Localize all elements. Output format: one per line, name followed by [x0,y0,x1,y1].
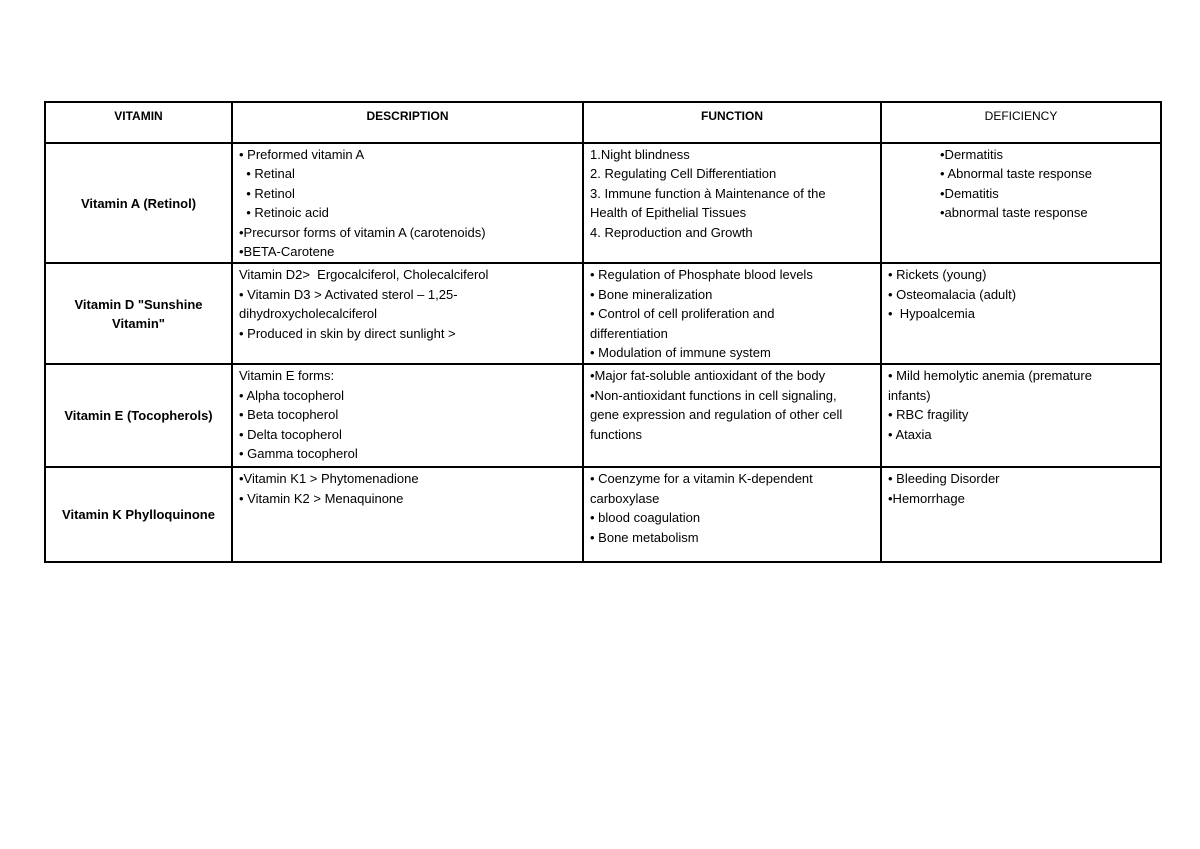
description-line: • Produced in skin by direct sunlight > [239,325,456,341]
description-line: • Vitamin K2 > Menaquinone [239,490,404,506]
description-line: Vitamin D2> Ergocalciferol, Cholecalciferol [239,267,489,283]
function-line: • Regulation of Phosphate blood levels [590,267,813,283]
vitamin-table [44,101,1162,563]
vitamin-name-cell [45,467,232,562]
deficiency-line: • Ataxia [888,426,932,442]
function-line: •Non-antioxidant functions in cell signaling, [590,387,837,403]
deficiency-cell [881,143,1161,263]
deficiency-line: •abnormal taste response [940,205,1088,221]
description-line: • Vitamin D3 > Activated sterol – 1,25- [239,286,458,302]
vitamin-name: Vitamin A (Retinol) [80,195,197,211]
vitamin-name-cell [45,143,232,263]
description-line: • Retinal [239,166,295,182]
description-cell [232,467,583,562]
description-line: • Retinoic acid [239,205,329,221]
header-deficiency: DEFICIENCY [881,102,1161,143]
vitamin-name: Vitamin D "Sunshine [74,296,203,312]
deficiency-line: • Hypoalcemia [888,306,975,322]
deficiency-line: •Dermatitis [940,147,1004,162]
function-line: • Coenzyme for a vitamin K-dependent [590,471,813,487]
function-line: • blood coagulation [590,510,701,526]
description-line: • Retinol [239,185,295,201]
table-row-vitamin-k [45,467,1161,562]
deficiency-line: infants) [888,387,931,403]
deficiency-line: • Abnormal taste response [940,166,1092,182]
header-function: FUNCTION [583,102,881,143]
description-line: • Alpha tocopherol [239,387,345,403]
description-cell [232,364,583,467]
deficiency-cell [881,364,1161,467]
function-cell [583,467,881,562]
description-line: • Beta tocopherol [239,407,339,423]
description-line: •BETA-Carotene [239,244,335,260]
function-line: •Major fat-soluble antioxidant of the body [590,368,826,384]
deficiency-cell [881,263,1161,364]
table-row-vitamin-e [45,364,1161,467]
function-line: 2. Regulating Cell Differentiation [590,166,777,182]
vitamin-name-cell [45,364,232,467]
deficiency-line: • RBC fragility [888,407,969,423]
vitamin-name: Vitamin" [112,315,165,331]
header-row [45,102,1161,143]
function-line: 3. Immune function à Maintenance of the [590,185,826,201]
deficiency-line: • Osteomalacia (adult) [888,286,1017,302]
header-vitamin: VITAMIN [45,102,232,143]
vitamin-name-cell [45,263,232,364]
deficiency-cell [881,467,1161,562]
deficiency-line: •Dematitis [940,185,999,201]
function-line: carboxylase [590,490,660,506]
description-line: Vitamin E forms: [239,368,335,384]
description-line: • Delta tocopherol [239,426,342,442]
function-line: gene expression and regulation of other cell [590,407,843,423]
deficiency-line: • Rickets (young) [888,267,987,283]
table-row-vitamin-d [45,263,1161,364]
deficiency-line: • Bleeding Disorder [888,471,1000,487]
vitamin-name: Vitamin K Phylloquinone [62,507,215,523]
description-line: •Vitamin K1 > Phytomenadione [239,471,419,487]
description-line: • Gamma tocopherol [239,446,358,462]
table-row-vitamin-a [45,143,1161,263]
function-line: differentiation [590,325,668,341]
deficiency-line: • Mild hemolytic anemia (premature [888,368,1092,384]
description-line: •Precursor forms of vitamin A (carotenoids) [239,224,486,240]
function-line: Health of Epithelial Tissues [590,205,747,221]
description-cell [232,143,583,263]
description-line: dihydroxycholecalciferol [239,306,378,322]
function-line: functions [590,426,643,442]
vitamin-name: Vitamin E (Tocopherols) [64,408,213,424]
function-cell [583,364,881,467]
function-line: • Control of cell proliferation and [590,306,775,322]
description-cell [232,263,583,364]
function-line: 1.Night blindness [590,147,690,162]
function-cell [583,143,881,263]
function-line: 4. Reproduction and Growth [590,224,753,240]
function-line: • Bone metabolism [590,529,699,545]
description-line: • Preformed vitamin A [239,147,365,162]
function-line: • Bone mineralization [590,286,713,302]
function-cell [583,263,881,364]
function-line: • Modulation of immune system [590,345,771,361]
header-description: DESCRIPTION [232,102,583,143]
deficiency-line: •Hemorrhage [888,490,965,506]
